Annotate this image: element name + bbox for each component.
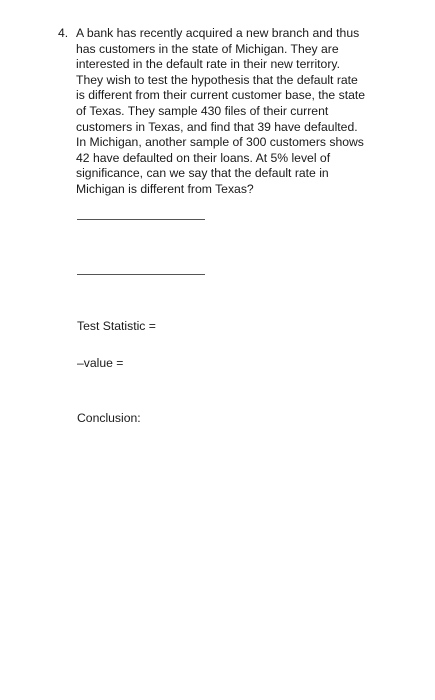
conclusion-label: Conclusion: <box>77 411 141 425</box>
question-line: Michigan is different from Texas? <box>76 181 254 196</box>
test-statistic-label: Test Statistic = <box>77 319 156 333</box>
hypothesis-alternative-blank[interactable] <box>77 274 205 275</box>
question-line: customers in Texas, and find that 39 have defaulted. <box>76 119 358 134</box>
question-text <box>76 26 388 198</box>
question-line: significance, can we say that the default rate in <box>76 166 329 181</box>
question-line: 42 have defaulted on their loans. At 5% level of <box>76 150 331 165</box>
question-line: of Texas. They sample 430 files of their current <box>76 103 329 118</box>
question-block <box>58 26 388 198</box>
question-line: has customers in the state of Michigan. They are <box>76 41 339 56</box>
question-number: 4. <box>58 26 69 40</box>
question-line: In Michigan, another sample of 300 customers shows <box>76 135 364 150</box>
question-line: interested in the default rate in their new territory. <box>76 57 340 72</box>
question-line: A bank has recently acquired a new branch and thus <box>76 26 360 40</box>
p-value-label: –value = <box>77 356 124 370</box>
question-line: They wish to test the hypothesis that the default rate <box>76 72 358 87</box>
hypothesis-null-blank[interactable] <box>77 219 205 220</box>
question-line: is different from their current customer base, the state <box>76 88 366 103</box>
